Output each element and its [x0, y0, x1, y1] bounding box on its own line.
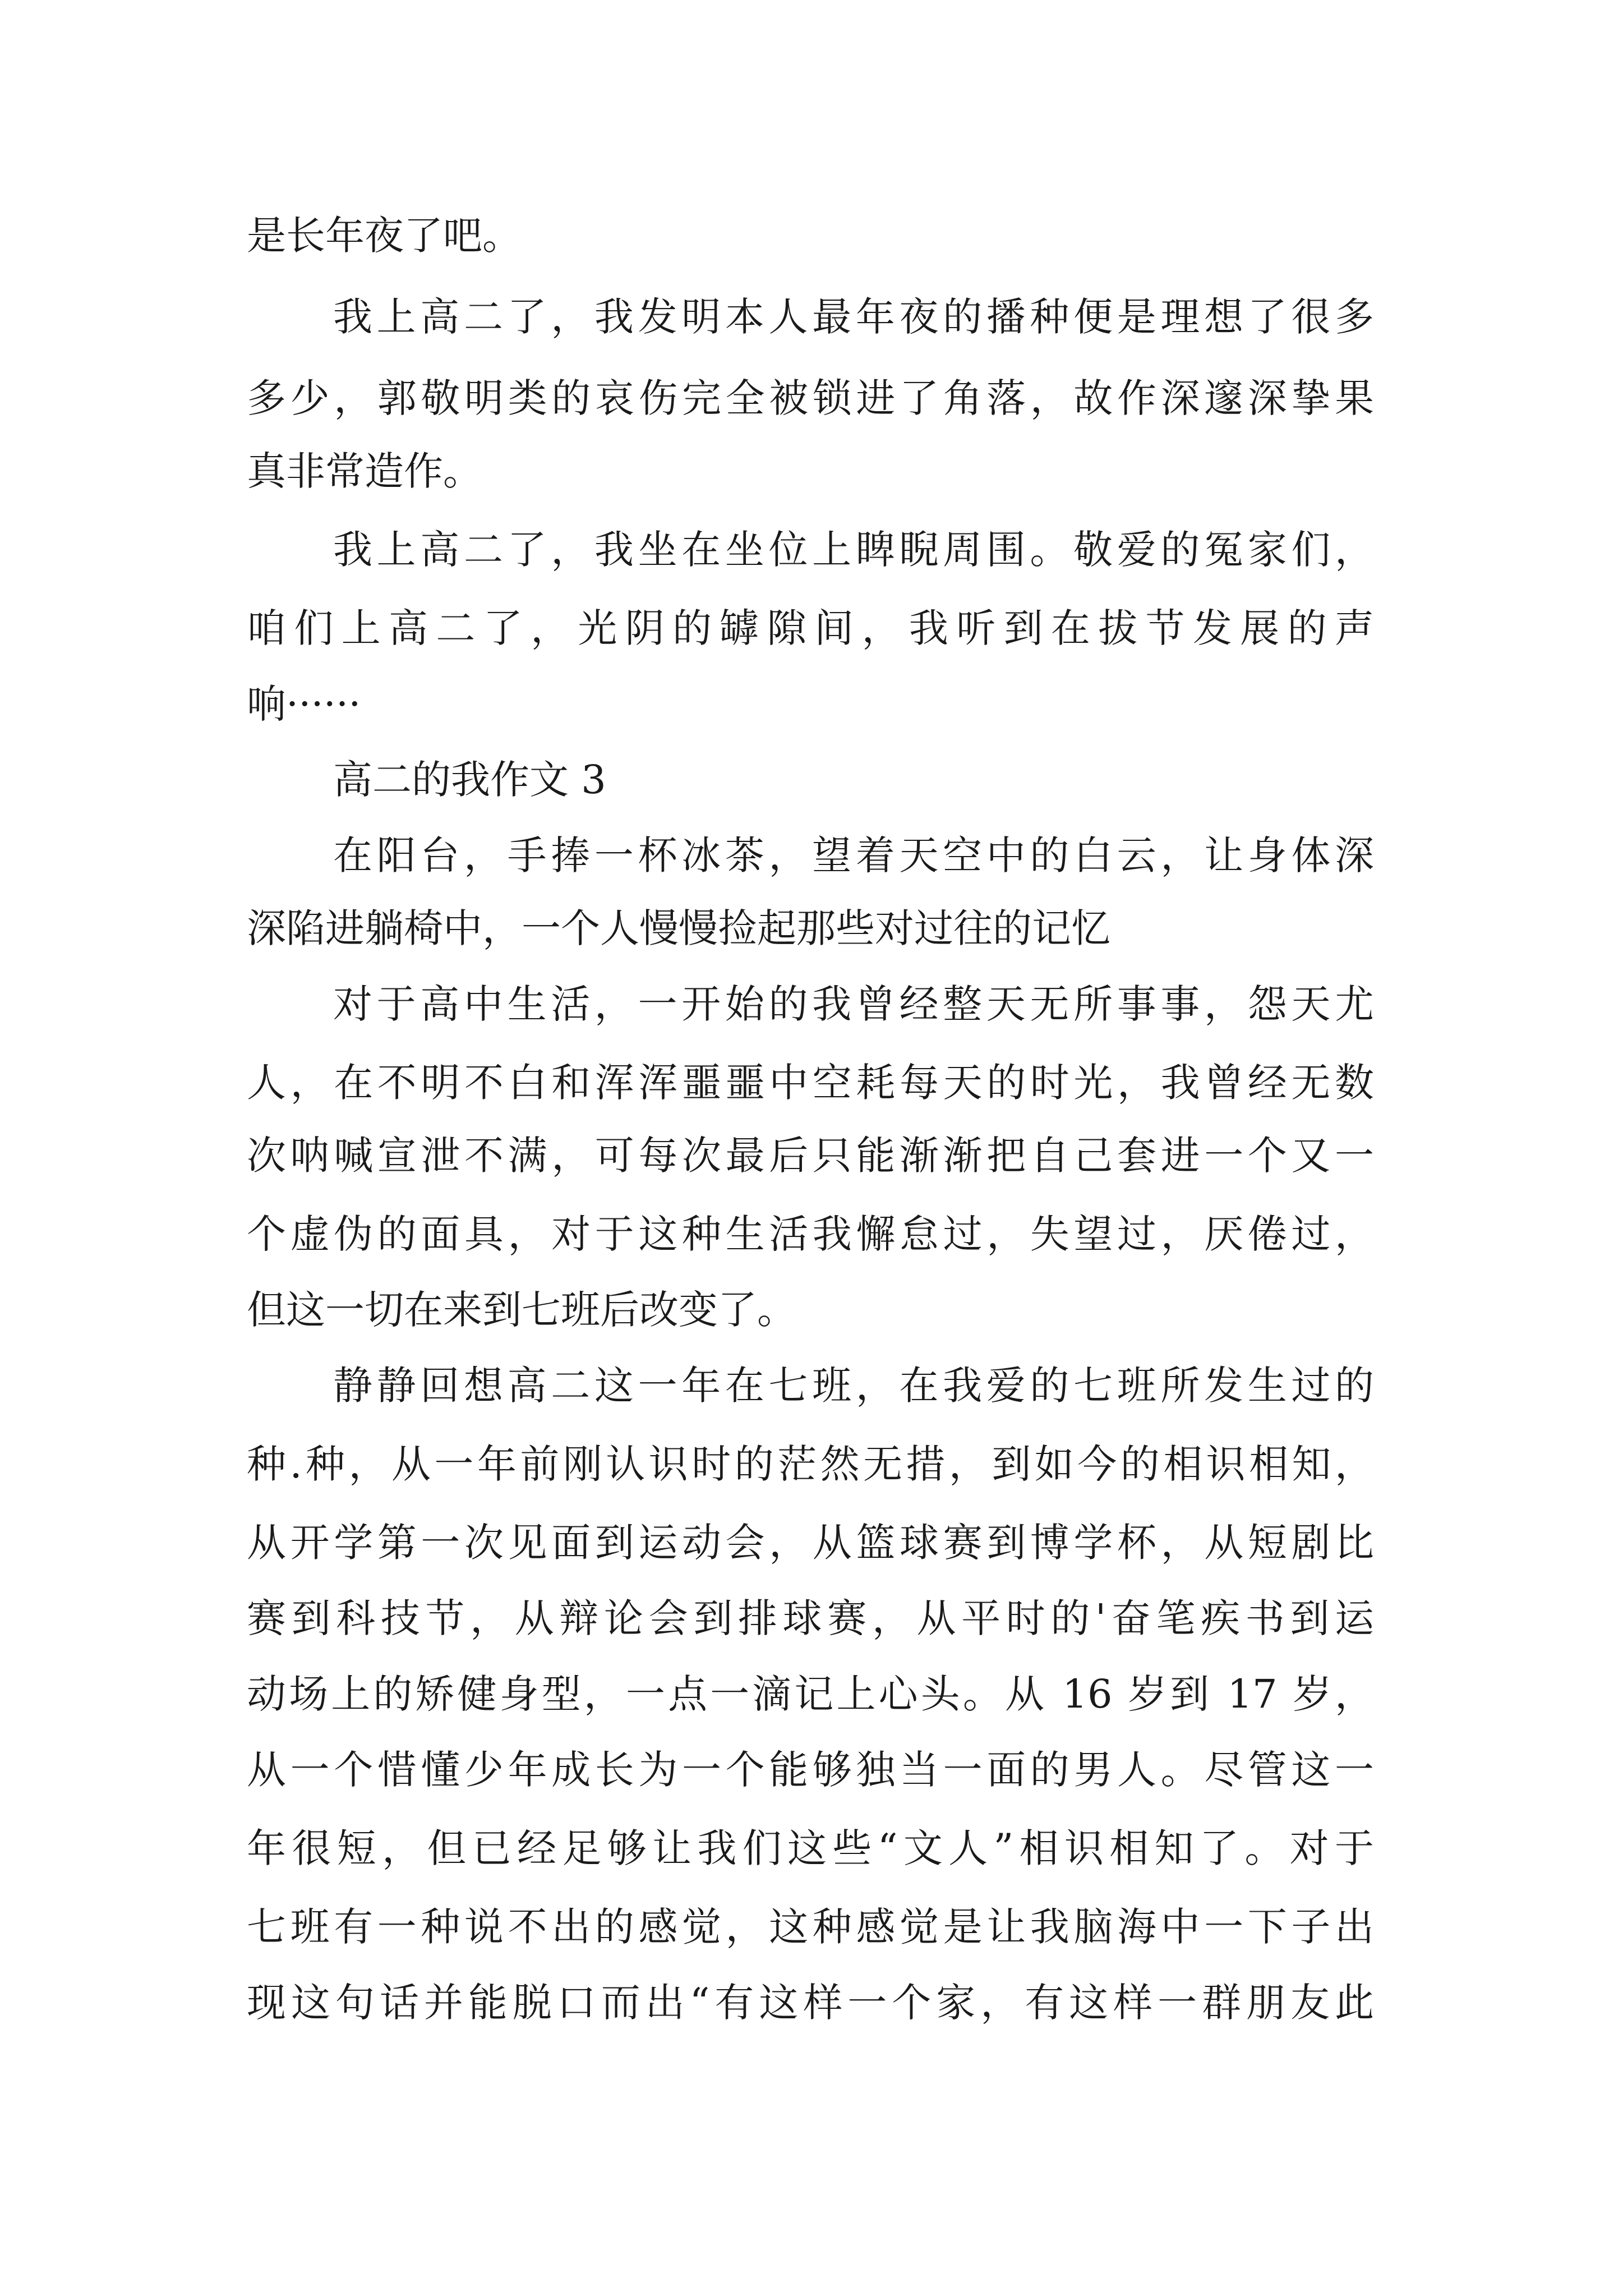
section-heading: 高二的我作文 3 — [333, 757, 606, 803]
text-line: 咱们上高二了，光阴的罅隙间，我听到在拔节发展的声 — [247, 605, 1374, 651]
text-line: 动场上的矫健身型，一点一滴记上心头。从 16 岁到 17 岁， — [247, 1671, 1374, 1717]
text-line: 从一个惜懂少年成长为一个能够独当一面的男人。尽管这一 — [247, 1747, 1374, 1793]
paragraph-first-line: 在阳台，手捧一杯冰茶，望着天空中的白云，让身体深 — [333, 832, 1374, 878]
text-line: 从开学第一次见面到运动会，从篮球赛到博学杯，从短剧比 — [247, 1520, 1374, 1566]
text-line: 多少，郭敬明类的哀伤完全被锁进了角落，故作深邃深挚果 — [247, 375, 1374, 421]
text-line: 人，在不明不白和浑浑噩噩中空耗每天的时光，我曾经无数 — [247, 1060, 1374, 1106]
paragraph-first-line: 静静回想高二这一年在七班，在我爱的七班所发生过的 — [333, 1363, 1374, 1409]
paragraph-first-line: 对于高中生活，一开始的我曾经整天无所事事，怨天尤 — [333, 981, 1374, 1027]
paragraph-first-line: 我上高二了，我发明本人最年夜的播种便是理想了很多 — [333, 294, 1374, 340]
text-line: 深陷进躺椅中，一个人慢慢捡起那些对过往的记忆 — [247, 905, 1110, 951]
paragraph-first-line: 我上高二了，我坐在坐位上睥睨周围。敬爱的冤家们， — [333, 527, 1374, 573]
text-line: 七班有一种说不出的感觉，这种感觉是让我脑海中一下子出 — [247, 1904, 1374, 1950]
text-line: 赛到科技节，从辩论会到排球赛，从平时的'奋笔疾书到运 — [247, 1595, 1374, 1641]
text-line: 个虚伪的面具，对于这种生活我懈怠过，失望过，厌倦过， — [247, 1211, 1374, 1257]
text-line: 真非常造作。 — [247, 448, 482, 494]
text-line: 现这句话并能脱口而出“有这样一个家，有这样一群朋友此 — [247, 1980, 1374, 2026]
text-line: 是长年夜了吧。 — [247, 213, 522, 259]
text-line: 年很短，但已经足够让我们这些“文人”相识相知了。对于 — [247, 1825, 1374, 1871]
text-line: 种.种，从一年前刚认识时的茫然无措，到如今的相识相知， — [247, 1441, 1374, 1487]
text-line: 但这一切在来到七班后改变了。 — [247, 1287, 796, 1333]
text-line: 响······ — [247, 681, 361, 727]
text-line: 次呐喊宣泄不满，可每次最后只能渐渐把自己套进一个又一 — [247, 1133, 1374, 1179]
